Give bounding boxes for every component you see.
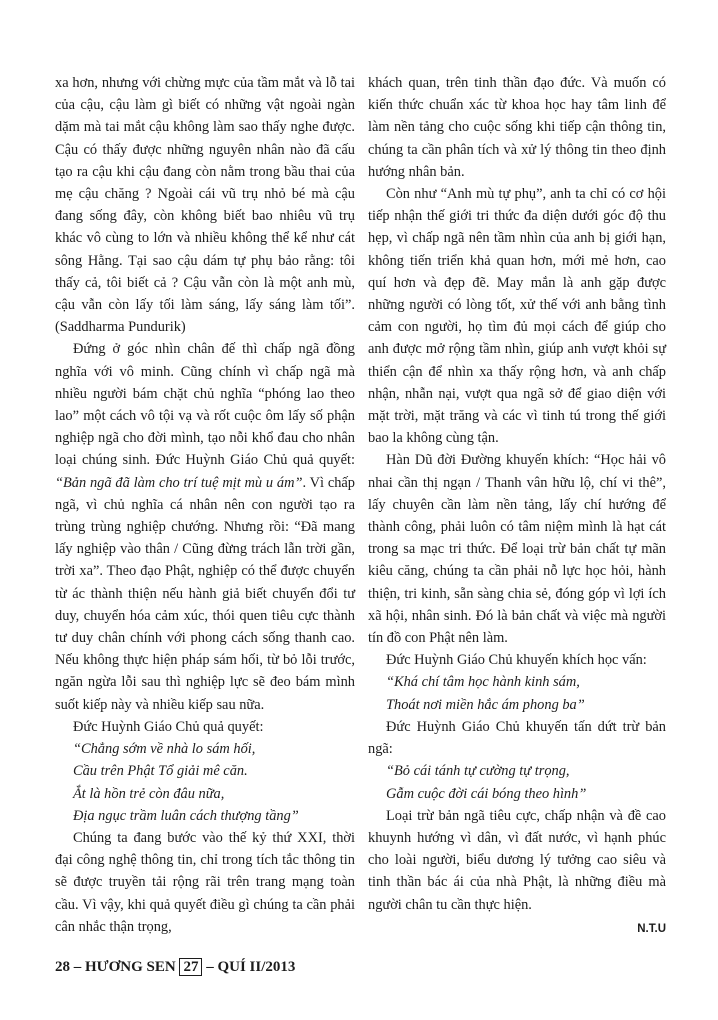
issue-number-box: 27 <box>179 958 202 976</box>
footer-dash-2: – <box>206 959 214 975</box>
paragraph: Còn như “Anh mù tự phụ”, anh ta chỉ có cơ hội tiếp nhận thế giới tri thức đa diện dưới góc độ thu hẹp, vì chấp ngã nên tầm nhìn của anh bị giới hạn, không tiến triển khả quan hơn, mới mẻ hơn, cao quí hơn và đẹp đẽ. May mắn là anh gặp được những người có lòng tốt, xử thế với anh bằng tình cảm con người, họ tìm đủ mọi cách để giúp cho anh được mở rộng tầm nhìn, giúp anh vượt khỏi sự thiển cận để nhìn xa thấy rộng hơn, và anh chấp nhận, nhẫn nại, vượt qua ngã sở để giao diện với mặt trời, mặt trăng và các vì tinh tú trong thế giới bao la không cùng tận. <box>368 186 666 447</box>
paragraph: Hàn Dũ đời Đường khuyến khích: “Học hải vô nhai cần thị ngạn / Thanh vân hữu lộ, chí vi thê”, lấy chuyên cần làm nền tảng, lấy chí hướng để thành công, phải luôn có tâm niệm mình là hạt cát trong sa mạc tri thức. Để loại trừ bản chất tự mãn kiêu căng, chúng ta cần phải nỗ lực học hỏi, hành thiện, tri kinh, sẵn sàng chia sẻ, đóng góp vì lợi ích xã hội, nhân sinh. Đó là bản chất và việc mà người tín đồ con Phật nên làm. <box>368 452 666 647</box>
paragraph: Đức Huỳnh Giáo Chủ quả quyết: <box>73 718 264 735</box>
verse-line: Thoát nơi miền hắc ám phong ba” <box>386 696 585 713</box>
verse-line: Cầu trên Phật Tổ giải mê căn. <box>73 763 248 780</box>
left-column <box>55 72 355 938</box>
right-column <box>368 72 666 940</box>
footer-dash: – <box>73 959 82 975</box>
author-signature: N.T.U <box>637 922 666 935</box>
magazine-name: HƯƠNG SEN <box>85 959 176 975</box>
paragraph: khách quan, trên tinh thần đạo đức. Và muốn có kiến thức chuẩn xác từ khoa học hay tâm linh để làm nền tảng cho cuộc sống khi tiếp cận thông tin, chúng ta cần phân tích và xử lý thông tin theo định hướng nhân bản. <box>368 75 666 180</box>
quarter-label: QUÍ II/2013 <box>217 959 296 975</box>
paragraph: Đức Huỳnh Giáo Chủ khuyến tấn dứt trừ bản ngã: <box>368 718 666 758</box>
page-number: 28 <box>55 959 70 975</box>
verse-line: Địa ngục trầm luân cách thượng tầng” <box>73 807 299 824</box>
paragraph: xa hơn, nhưng với chừng mực của tầm mắt và lỗ tai của cậu, cậu làm gì biết có những vật ngoài ngàn dặm mà tai mắt cậu không làm sao thấy nghe được. Cậu có thấy được những nguyên nhân nào đã cấu tạo ra cậu khi cậu đang còn nằm trong bầu thai của mẹ cậu chăng ? Ngoài cái vũ trụ nhỏ bé mà cậu đang sống đây, còn không biết bao nhiêu vũ trụ khác vô cùng to lớn và nhiều không thể kể như cát sông Hằng. Tại sao cậu dám tự phụ bảo rằng: tôi thấy cả, tôi biết cả ? Cậu vẫn còn là một anh mù, cậu vẫn còn lấy tối làm sáng, lấy sáng làm tối”. (Saddharma Pundurik) <box>55 75 355 336</box>
verse-line: Ắt là hồn trẻ còn đâu nữa, <box>73 785 225 802</box>
page-footer <box>55 958 295 976</box>
paragraph-text: . Vì chấp ngã, vì chủ nghĩa cá nhân nên con người tạo ra trùng trùng nghiệp chướng. Nhưng rồi: “Đã mang lấy nghiệp vào thân / Cũng đừng trách lẫn trời gần, trời xa”. Theo đạo Phật, nghiệp có thể được chuyển từ ác thành thiện nếu hành giả biết chuyển đổi tư duy, chuyển hóa cảm xúc, thói quen tiêu cực thành tư duy chân chính với phong cách sống thanh cao. Nếu không thực hiện pháp sám hối, từ bỏ lỗi trước, ngăn ngừa lỗi sau thì nghiệp lực sẽ đeo bám mình suốt kiếp này và nhiều kiếp sau nữa. <box>55 474 355 713</box>
paragraph: Chúng ta đang bước vào thế kỷ thứ XXI, thời đại công nghệ thông tin, chỉ trong tích tắc thông tin sẽ được truyền tải rộng rãi trên trang mạng toàn cầu. Vì vậy, khi quả quyết điều gì chúng ta cần phải cân nhắc thận trọng, <box>55 829 355 935</box>
verse-line: “Chẳng sớm về nhà lo sám hối, <box>73 741 256 758</box>
verse-line: “Bỏ cái tánh tự cường tự trọng, <box>386 763 570 780</box>
paragraph: Đức Huỳnh Giáo Chủ khuyến khích học vấn: <box>386 652 647 669</box>
paragraph: Loại trừ bản ngã tiêu cực, chấp nhận và đề cao khuynh hướng vì dân, vì đất nước, vì hạnh phúc cho loài người, biểu dương lý tưởng cao siêu và tinh thần bác ái của nhà Phật, là những điều mà người chân tu cần thực hiện. <box>368 807 666 913</box>
italic-quote: “Bản ngã đã làm cho trí tuệ mịt mù u ám” <box>55 474 303 491</box>
paragraph-text: Đứng ở góc nhìn chân đế thì chấp ngã đồng nghĩa với vô minh. Cũng chính vì chấp ngã mà nhiều người bám chặt chủ nghĩa “phóng lao theo lao” một cách vô tội vạ và rốt cuộc ôm lấy số phận nghiệp ngã cho đời mình, tạo nỗi khổ đau cho nhân loại chúng sinh. Đức Huỳnh Giáo Chủ quả quyết: <box>55 341 355 469</box>
paragraph <box>55 338 355 715</box>
verse-line: Gẫm cuộc đời cái bóng theo hình” <box>386 785 587 802</box>
verse-line: “Khá chí tâm học hành kinh sám, <box>386 674 580 691</box>
